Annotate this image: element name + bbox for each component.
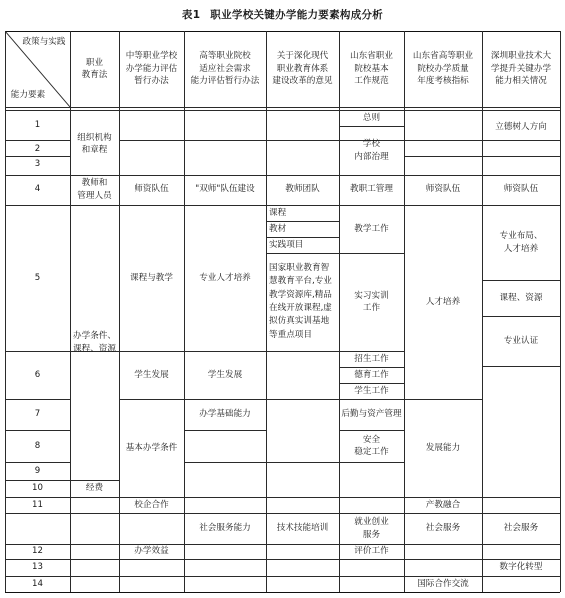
indicators-faculty: 师资队伍: [425, 184, 461, 195]
table-rule: [404, 156, 482, 157]
table-rule: [482, 366, 560, 367]
norms-employment-service: 就业创业 服务: [354, 517, 389, 540]
row-number: 2: [34, 143, 41, 154]
law-funding: 经费: [85, 483, 104, 494]
table-rule: [184, 462, 266, 463]
indicators-industry-education: 产教融合: [425, 499, 461, 510]
row-number: 8: [34, 440, 41, 451]
table-rule: [119, 140, 482, 141]
opinion-courses: 课程: [269, 207, 287, 218]
row-number: 11: [32, 499, 43, 510]
shenzhen-faculty: 师资队伍: [503, 184, 539, 195]
row-number: 9: [34, 465, 41, 476]
opinion-practice-projects: 实践项目: [269, 239, 304, 250]
row-number: 12: [32, 546, 43, 557]
table-rule: [560, 31, 561, 592]
row-number: 4: [34, 184, 41, 195]
col-header-modern-system-opinion: 关于深化现代 职业教育体系 建设改革的意见: [272, 51, 333, 87]
col-header-higher-evaluation: 高等职业院校 适应社会需求 能力评估暂行办法: [190, 51, 260, 87]
table-rule: [339, 126, 404, 127]
secondary-courses-teaching: 课程与教学: [130, 272, 173, 283]
shenzhen-major-layout: 专业布局、 人才培养: [499, 231, 543, 254]
col-header-vocational-law: 职业 教育法: [81, 57, 108, 80]
col-header-secondary-evaluation: 中等职业学校 办学能力评估 暂行办法: [125, 51, 178, 87]
opinion-national-platform: 国家职业教育智 慧教育平台,专业 教学资源库,精品 在线开放课程,虚 拟仿真实训基地 等重点项目: [269, 263, 332, 340]
row-number: 3: [34, 159, 41, 170]
shenzhen-digital-transformation: 数字化转型: [499, 562, 543, 573]
opinion-teacher-team: 教师团队: [285, 184, 320, 195]
norms-student-work: 学生工作: [354, 385, 389, 396]
secondary-school-enterprise: 校企合作: [134, 499, 169, 510]
row-number: 14: [32, 578, 43, 589]
norms-safety-stability: 安全 稳定工作: [354, 434, 389, 457]
corner-header-policy: 政策与实践: [22, 36, 66, 47]
higher-double-qualified: "双师"队伍建设: [195, 184, 255, 195]
norms-enrollment: 招生工作: [354, 353, 389, 364]
table-rule: [339, 462, 404, 463]
indicators-social-service: 社会服务: [425, 523, 461, 534]
higher-basic-capacity: 办学基础能力: [199, 409, 251, 420]
table-number: 表1: [181, 9, 201, 21]
norms-staff-management: 教职工管理: [350, 184, 393, 195]
higher-social-service: 社会服务能力: [199, 523, 251, 534]
table-rule: [5, 107, 560, 108]
norms-logistics-assets: 后勤与资产管理: [341, 409, 402, 420]
row-number: 5: [34, 272, 41, 283]
row-number: 1: [34, 120, 41, 131]
norms-evaluation: 评价工作: [354, 546, 389, 557]
table-rule: [482, 140, 560, 141]
indicators-talent-cultivation: 人才培养: [425, 296, 461, 307]
secondary-faculty: 师资队伍: [134, 184, 169, 195]
indicators-international: 国际合作交流: [417, 578, 469, 589]
table-rule: [5, 544, 560, 545]
opinion-textbooks: 教材: [269, 223, 287, 234]
shenzhen-courses-resources: 课程、资源: [499, 292, 543, 303]
shenzhen-social-service: 社会服务: [503, 523, 539, 534]
col-header-shenzhen: 深圳职业技术大 学提升关键办学 能力相关情况: [490, 51, 552, 87]
opinion-skills-training: 技术技能培训: [276, 523, 329, 534]
table-rule: [5, 592, 560, 593]
secondary-effectiveness: 办学效益: [134, 546, 169, 557]
table-rule: [482, 156, 560, 157]
table-rule: [5, 110, 560, 111]
row-number: 13: [32, 562, 43, 573]
shenzhen-moral-direction: 立德树人方向: [495, 121, 547, 132]
norms-teaching-work: 教学工作: [354, 223, 389, 234]
norms-internship-training: 实习实训 工作: [354, 290, 389, 313]
row-number: 6: [34, 369, 41, 380]
row-number: 7: [34, 409, 41, 420]
norms-moral-education: 德育工作: [354, 369, 389, 380]
table-rule: [266, 462, 339, 463]
table-rule: [5, 559, 560, 560]
norms-internal-governance: 学校 内部治理: [354, 139, 389, 162]
secondary-student-development: 学生发展: [134, 369, 169, 380]
indicators-development-capacity: 发展能力: [425, 442, 461, 453]
col-header-shandong-norms: 山东省职业 院校基本 工作规范: [350, 51, 393, 87]
table-caption: 职业学校关键办学能力要素构成分析: [210, 9, 384, 21]
law-conditions-courses: 办学条件、 课程、资源: [73, 331, 116, 354]
table-rule: [184, 430, 266, 431]
higher-student-development: 学生发展: [207, 369, 243, 380]
row-number: 10: [32, 483, 43, 494]
norms-general: 总则: [362, 112, 381, 123]
law-organization-charter: 组织机构 和章程: [77, 132, 112, 155]
col-header-shandong-indicators: 山东省高等职业 院校办学质量 年度考核指标: [412, 51, 474, 87]
secondary-basic-conditions: 基本办学条件: [125, 442, 178, 453]
higher-talent-cultivation: 专业人才培养: [199, 272, 251, 283]
shenzhen-major-accreditation: 专业认证: [503, 335, 539, 346]
law-teachers-managers: 教师和 管理人员: [77, 178, 112, 201]
corner-header-capability: 能力要素: [10, 89, 46, 100]
